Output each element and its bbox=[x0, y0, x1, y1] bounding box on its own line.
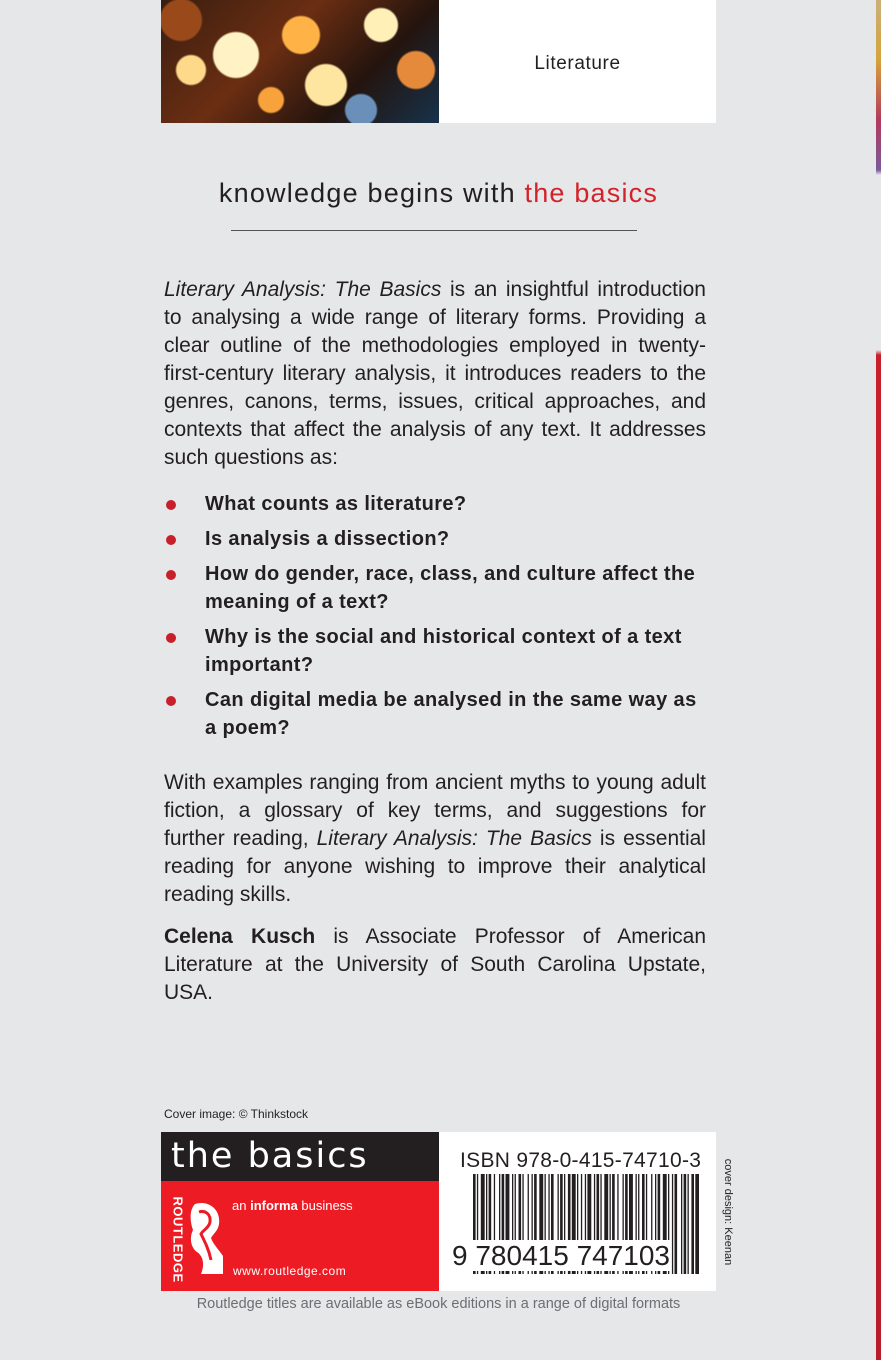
bullet-icon bbox=[166, 633, 176, 643]
publisher-website: www.routledge.com bbox=[233, 1264, 347, 1278]
closing-book-title: Literary Analysis: The Basics bbox=[316, 827, 592, 850]
cover-photo-bokeh bbox=[161, 0, 439, 123]
author-paragraph bbox=[164, 923, 706, 1007]
bullet-icon bbox=[166, 570, 176, 580]
tagline bbox=[161, 178, 716, 209]
closing-text-before: With examples ranging from ancient myths to young adult fiction, a glossary of key terms, and suggestions for further reading, bbox=[164, 771, 706, 850]
question-text: Why is the social and historical context of a text important? bbox=[205, 626, 682, 676]
intro-blurb bbox=[164, 276, 706, 472]
informa-prefix: an bbox=[232, 1198, 251, 1213]
question-text: What counts as literature? bbox=[205, 493, 467, 515]
question-text: Is analysis a dissection? bbox=[205, 528, 450, 550]
informa-suffix: business bbox=[297, 1198, 353, 1213]
closing-paragraph bbox=[164, 769, 706, 909]
informa-tagline bbox=[232, 1198, 353, 1213]
category-box bbox=[439, 0, 716, 123]
informa-bold: informa bbox=[250, 1198, 298, 1213]
tagline-accent: the basics bbox=[524, 178, 659, 208]
spine-edge bbox=[876, 0, 881, 1360]
bullet-icon bbox=[166, 696, 176, 706]
bullet-icon bbox=[166, 500, 176, 510]
tagline-lead: knowledge begins with bbox=[218, 178, 525, 208]
question-text: How do gender, race, class, and culture affect the meaning of a text? bbox=[205, 563, 696, 613]
publisher-name: ROUTLEDGE bbox=[170, 1196, 186, 1283]
question-list bbox=[164, 490, 709, 749]
closing-section bbox=[164, 769, 706, 1021]
bullet-icon bbox=[166, 535, 176, 545]
series-title: the basics bbox=[171, 1136, 369, 1176]
list-item bbox=[164, 560, 709, 616]
question-text: Can digital media be analysed in the same way as a poem? bbox=[205, 689, 697, 739]
cover-design-credit: cover design: Keenan bbox=[722, 1158, 734, 1266]
category-label: Literature bbox=[534, 53, 621, 74]
routledge-logo-icon bbox=[187, 1198, 227, 1278]
ebook-note: Routledge titles are available as eBook editions in a range of digital formats bbox=[196, 1296, 681, 1312]
list-item bbox=[164, 490, 709, 518]
barcode-digits-text: 9 780415 747103 bbox=[452, 1240, 670, 1271]
list-item bbox=[164, 686, 709, 742]
closing-text-after: is essential reading for anyone wishing to improve their analytical reading skills. bbox=[164, 827, 706, 906]
cover-image-credit: Cover image: © Thinkstock bbox=[164, 1107, 309, 1121]
series-brand-block bbox=[161, 1132, 439, 1291]
publisher-panel bbox=[161, 1181, 439, 1291]
divider-rule bbox=[231, 230, 637, 231]
author-bio: is Associate Professor of American Literature at the University of South Carolina Upstate, USA. bbox=[164, 925, 706, 1004]
intro-text: is an insightful introduction to analysing a wide range of literary forms. Providing a clear outline of the methodologies employed in twenty-first-century literary analysis, it introduces readers to the genres, canons, terms, issues, critical approaches, and contexts that affect the analysis of any text. It addresses such questions as: bbox=[164, 278, 706, 469]
intro-paragraph bbox=[164, 276, 706, 472]
author-name: Celena Kusch bbox=[164, 925, 316, 948]
barcode-digits bbox=[451, 1240, 711, 1272]
list-item bbox=[164, 623, 709, 679]
brand-top-bar bbox=[161, 1132, 439, 1181]
barcode-box bbox=[439, 1132, 716, 1291]
intro-book-title: Literary Analysis: The Basics bbox=[164, 278, 442, 301]
isbn-label: ISBN 978-0-415-74710-3 bbox=[460, 1149, 702, 1172]
list-item bbox=[164, 525, 709, 553]
